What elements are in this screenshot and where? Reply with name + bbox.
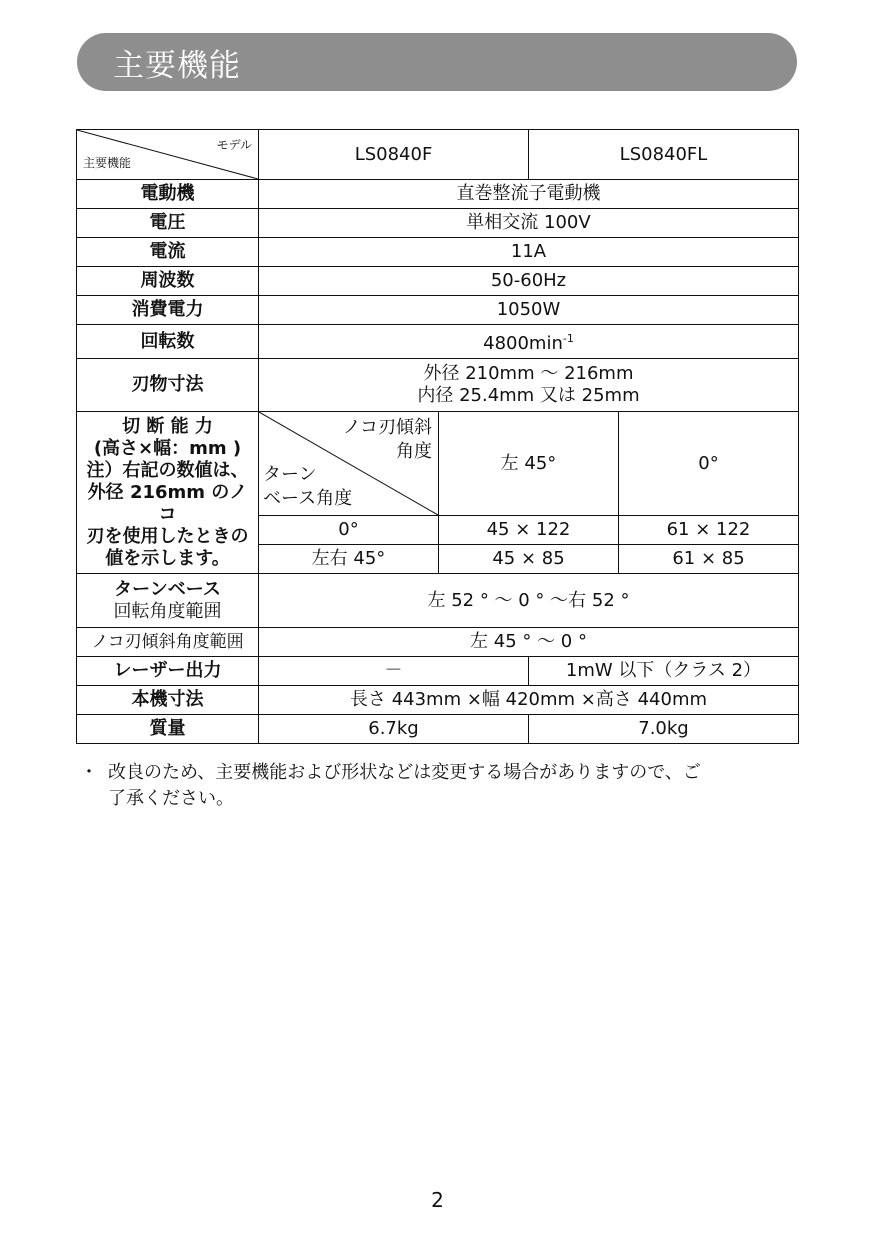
row-blade-size [77,359,799,412]
cutting-value: 61 × 85 [619,545,799,574]
page-number: 2 [431,1188,444,1212]
row-label: 電動機 [77,180,259,209]
page-title: 主要機能 [113,47,241,84]
corner-feature-label: 主要機能 [83,156,132,170]
cutting-label-line: 切 断 能 力 [122,415,213,437]
turn-angle-heading [263,463,352,511]
row-value: 長さ 443mm ×幅 420mm ×高さ 440mm [259,686,799,715]
row-cutting-header [77,412,799,516]
cutting-label-line: 外径 216mm のノコ [87,481,248,525]
rpm-value: 4800min [483,333,563,354]
cutting-label-line: 刃を使用したときの [86,525,249,547]
row-value: 左 52 ° ～ 0 ° ～右 52 ° [259,574,799,628]
turn-angle-heading-line: ベース角度 [263,488,353,509]
row-label: 電流 [77,238,259,267]
row-value: 7.0kg [529,715,799,744]
row-value: － [259,657,529,686]
row-label: レーザー出力 [77,657,259,686]
title-bar [77,33,797,91]
row-value: 左 45 ° ～ 0 ° [259,628,799,657]
spec-table [76,129,799,744]
model-header-2: LS0840FL [529,130,799,180]
footnote-bullet: ・ [80,762,98,783]
row-value [259,359,799,412]
row-label [77,574,259,628]
bevel-angle-heading [343,416,432,464]
cutting-capacity-label [77,412,259,574]
row-rpm [77,325,799,359]
row-label: 電圧 [77,209,259,238]
footnote [80,760,800,812]
cutting-label-line: 値を示します。 [105,547,230,569]
row-value: 6.7kg [259,715,529,744]
bevel-angle-heading-line: ノコ刃傾斜 [342,417,432,438]
row-motor [77,180,799,209]
turn-range-label-line: ターンベース [114,578,221,600]
bevel-header-0: 0° [619,412,799,516]
cutting-value: 45 × 85 [439,545,619,574]
cutting-value: 61 × 122 [619,516,799,545]
row-value: 11A [259,238,799,267]
row-power [77,296,799,325]
row-value: 1mW 以下（クラス 2） [529,657,799,686]
row-label: 質量 [77,715,259,744]
turn-range-label-line: 回転角度範囲 [113,600,222,622]
blade-inner: 内径 25.4mm 又は 25mm [417,385,640,406]
cutting-subcorner [259,412,439,516]
rpm-exponent: -1 [562,332,574,345]
corner-cell [77,130,259,180]
row-frequency [77,267,799,296]
row-label: 刃物寸法 [77,359,259,412]
row-turn-range [77,574,799,628]
row-value: 50-60Hz [259,267,799,296]
row-value [259,325,799,359]
footnote-text [108,760,701,812]
row-dimensions [77,686,799,715]
row-bevel-range [77,628,799,657]
turn-angle: 0° [259,516,439,545]
row-value: 1050W [259,296,799,325]
cutting-value: 45 × 122 [439,516,619,545]
footnote-line: 改良のため、主要機能および形状などは変更する場合がありますので、ご [108,762,701,783]
bevel-header-left45: 左 45° [439,412,619,516]
row-label: 周波数 [77,267,259,296]
cutting-label-line: (高さ×幅：mm ) [93,437,242,459]
row-label: 本機寸法 [77,686,259,715]
row-voltage [77,209,799,238]
bevel-angle-heading-line: 角度 [396,441,432,462]
footnote-line: 了承ください。 [108,788,234,809]
row-current [77,238,799,267]
corner-model-label: モデル [216,138,252,152]
row-value: 単相交流 100V [259,209,799,238]
row-label: 回転数 [77,325,259,359]
row-label: 消費電力 [77,296,259,325]
row-weight [77,715,799,744]
turn-angle: 左右 45° [259,545,439,574]
table-header-row [77,130,799,180]
blade-outer: 外径 210mm ～ 216mm [423,363,634,384]
turn-angle-heading-line: ターン [263,464,317,485]
row-value: 直巻整流子電動機 [259,180,799,209]
row-laser [77,657,799,686]
model-header-1: LS0840F [259,130,529,180]
row-label: ノコ刃傾斜角度範囲 [77,628,259,657]
cutting-label-line: 注）右記の数値は、 [86,459,249,481]
